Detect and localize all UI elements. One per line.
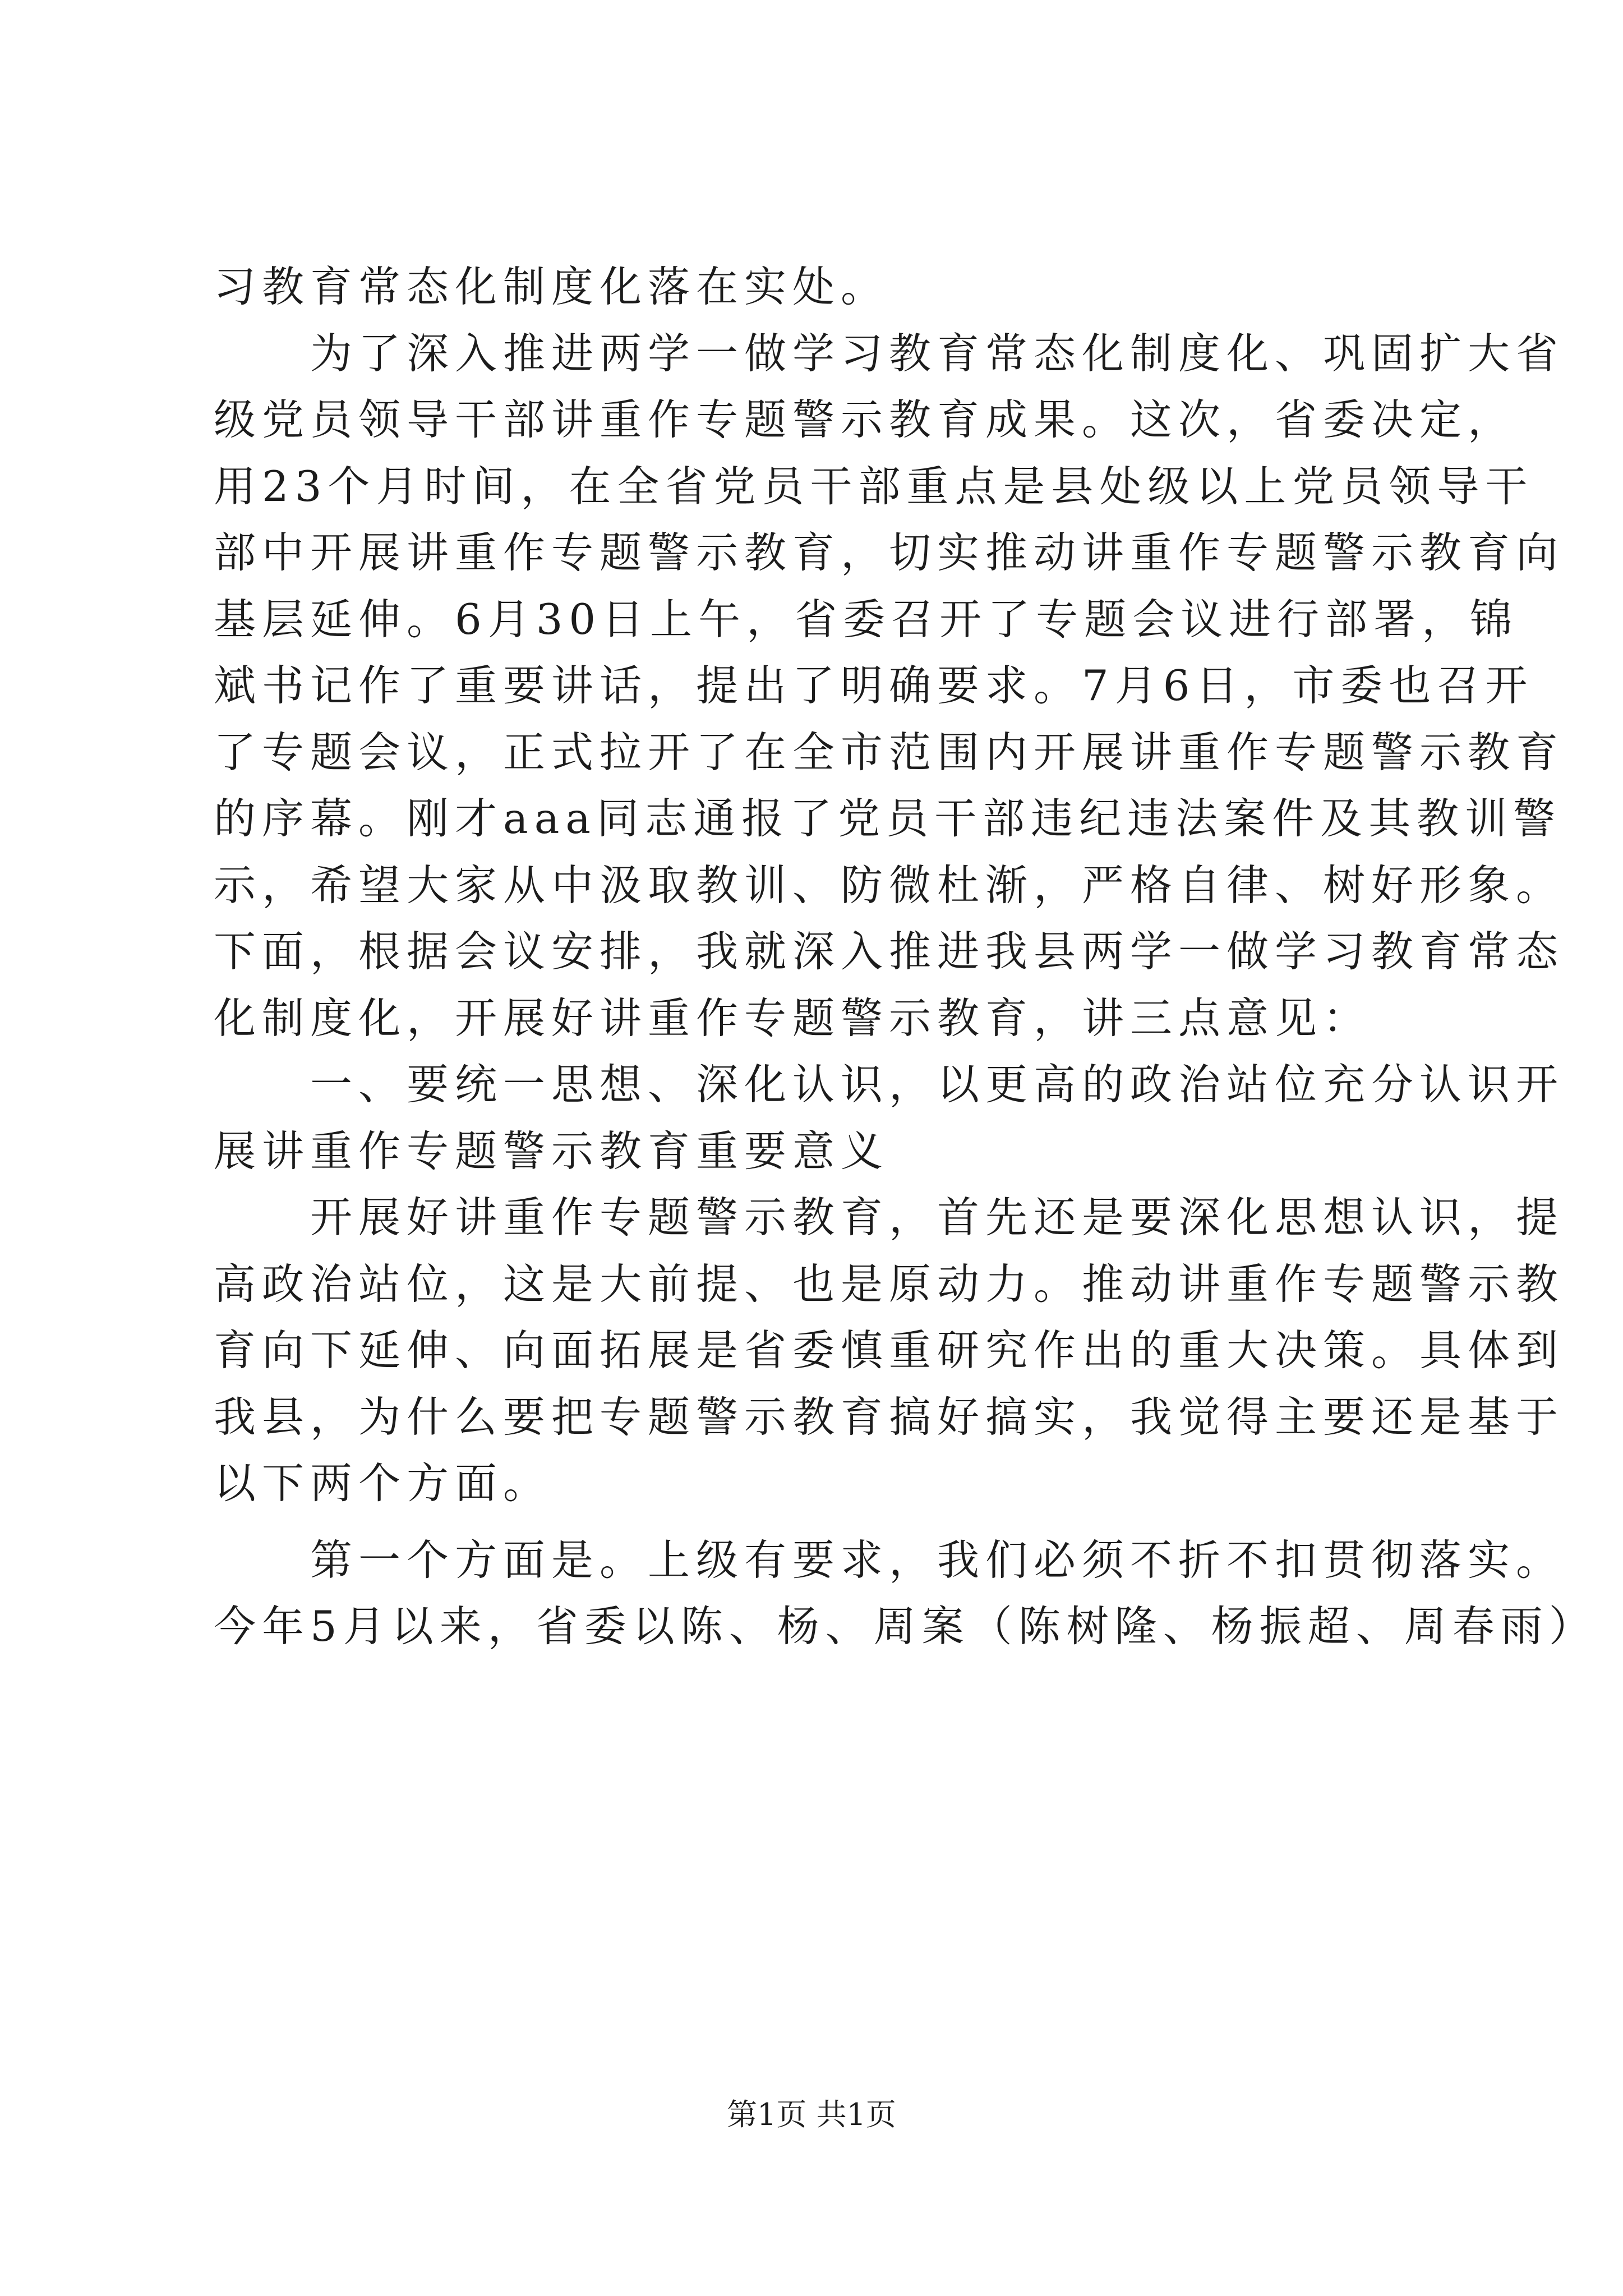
body-line: 下面，根据会议安排，我就深入推进我县两学一做学习教育常态 xyxy=(214,927,1565,976)
paragraph-first-line: 为了深入推进两学一做学习教育常态化制度化、巩固扩大省 xyxy=(310,328,1565,378)
section-heading-line: 一、要统一思想、深化认识，以更高的政治站位充分认识开 xyxy=(310,1060,1565,1109)
body-line: 了专题会议，正式拉开了在全市范围内开展讲重作专题警示教育 xyxy=(214,727,1565,777)
body-line: 以下两个方面。 xyxy=(214,1458,552,1508)
body-line: 育向下延伸、向面拓展是省委慎重研究作出的重大决策。具体到 xyxy=(214,1326,1565,1375)
page-number: 第1页 共1页 xyxy=(727,2097,896,2132)
page-footer xyxy=(0,2095,1623,2134)
document-body xyxy=(214,254,1597,1660)
paragraph-first-line: 第一个方面是。上级有要求，我们必须不折不扣贯彻落实。 xyxy=(310,1535,1565,1585)
body-line: 我县，为什么要把专题警示教育搞好搞实，我觉得主要还是基于 xyxy=(214,1392,1565,1442)
body-line: 习教育常态化制度化落在实处。 xyxy=(214,262,889,311)
body-line: 高政治站位，这是大前提、也是原动力。推动讲重作专题警示教 xyxy=(214,1259,1565,1309)
body-line: 斌书记作了重要讲话，提出了明确要求。7月6日，市委也召开 xyxy=(214,661,1534,710)
body-line: 基层延伸。6月30日上午，省委召开了专题会议进行部署，锦 xyxy=(214,594,1519,644)
body-line: 的序幕。刚才aaa同志通报了党员干部违纪违法案件及其教训警 xyxy=(214,794,1562,843)
body-line: 用23个月时间，在全省党员干部重点是县处级以上党员领导干 xyxy=(214,461,1534,511)
body-line: 今年5月以来，省委以陈、杨、周案（陈树隆、杨振超、周春雨） xyxy=(214,1602,1597,1651)
body-line: 示，希望大家从中汲取教训、防微杜渐，严格自律、树好形象。 xyxy=(214,860,1565,910)
section-heading-line: 展讲重作专题警示教育重要意义 xyxy=(214,1126,889,1176)
body-line: 级党员领导干部讲重作专题警示教育成果。这次，省委决定， xyxy=(214,395,1516,444)
body-line: 部中开展讲重作专题警示教育，切实推动讲重作专题警示教育向 xyxy=(214,528,1565,577)
body-line: 化制度化，开展好讲重作专题警示教育，讲三点意见： xyxy=(214,993,1372,1043)
paragraph-first-line: 开展好讲重作专题警示教育，首先还是要深化思想认识，提 xyxy=(310,1193,1565,1242)
